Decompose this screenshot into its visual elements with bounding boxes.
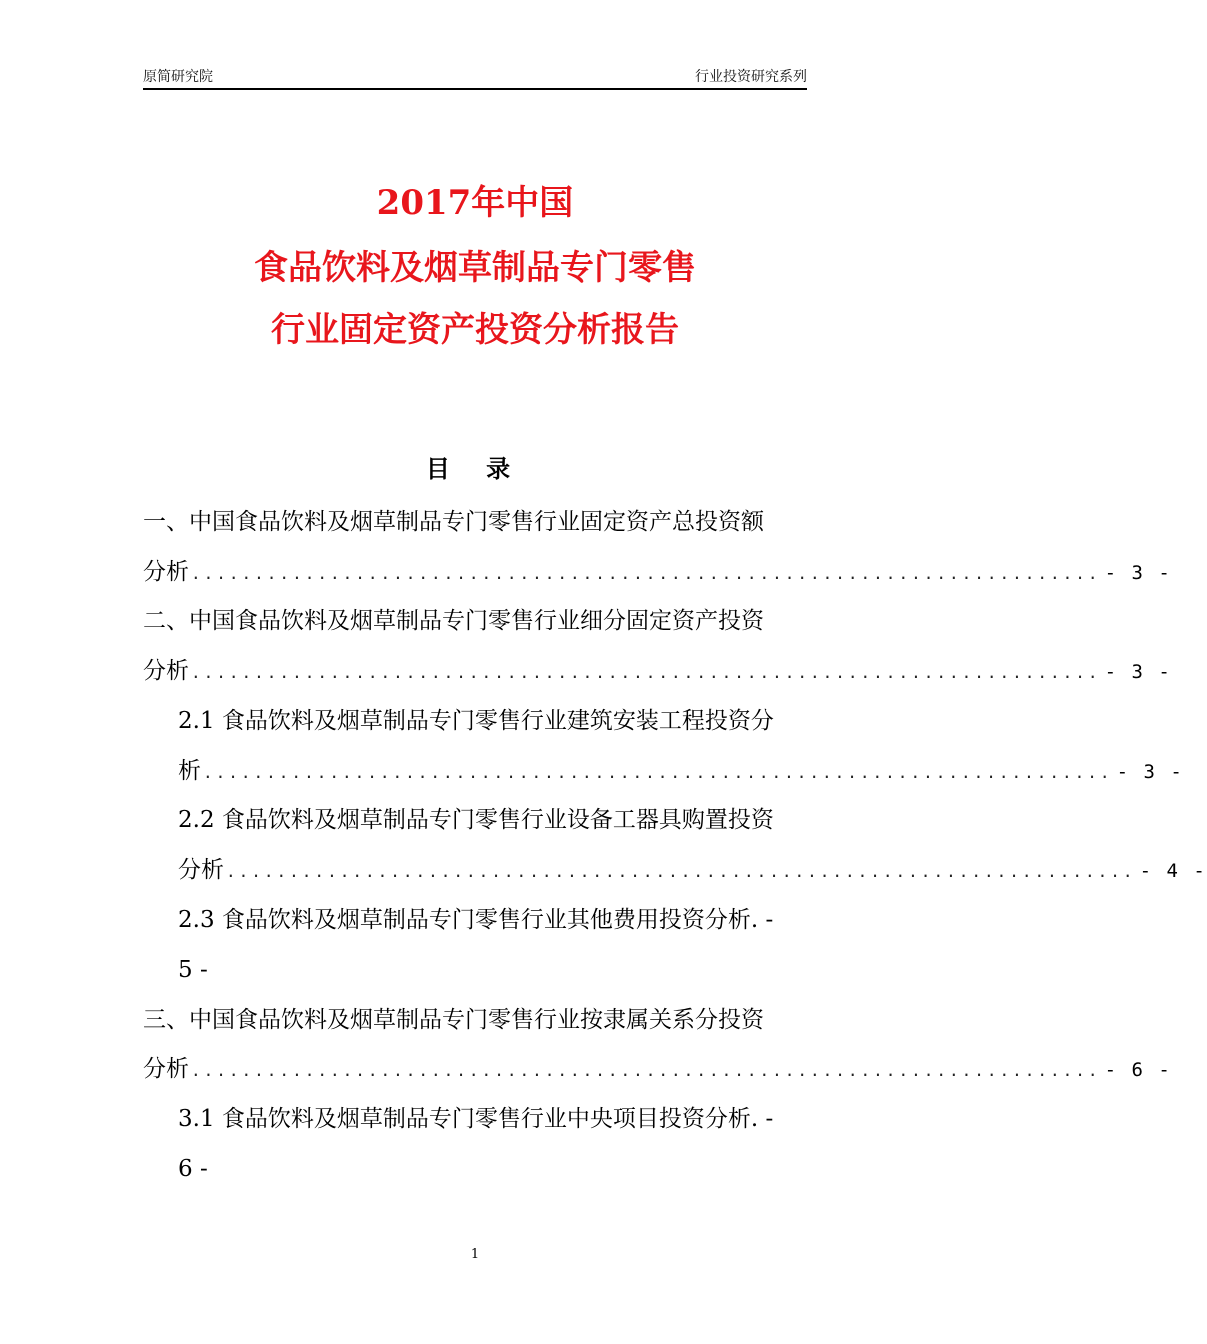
toc-entry-label: 分析 — [143, 559, 189, 585]
toc-page-ref: - 3 - — [1116, 761, 1184, 783]
toc-entry-2-line-2[interactable] — [143, 656, 1172, 688]
header-right-series: 行业投资研究系列 — [695, 69, 807, 85]
toc-page-ref: - 3 - — [1104, 562, 1172, 584]
toc-entry-3-1-line-1[interactable]: 3.1 食品饮料及烟草制品专门零售行业中央项目投资分析. - — [178, 1106, 774, 1132]
toc-entry-2-2-line-1[interactable]: 2.2 食品饮料及烟草制品专门零售行业设备工器具购置投资 — [178, 807, 774, 833]
toc-entry-3-1-line-2[interactable]: 6 - — [178, 1156, 208, 1182]
toc-entry-2-line-1[interactable]: 二、中国食品饮料及烟草制品专门零售行业细分固定资产投资 — [143, 608, 764, 634]
report-title-line-1: 2017年中国 — [376, 183, 574, 223]
report-title-line-3: 行业固定资产投资分析报告 — [271, 310, 679, 350]
report-title-line-2: 食品饮料及烟草制品专门零售 — [254, 248, 696, 288]
toc-page-ref: - 6 - — [1104, 1059, 1172, 1081]
page-number: 1 — [470, 1247, 480, 1262]
toc-entry-1-line-2[interactable] — [143, 557, 1172, 589]
toc-entry-2-3-line-2[interactable]: 5 - — [178, 957, 208, 983]
header-left-org: 原简研究院 — [143, 69, 213, 85]
toc-heading: 目 录 — [425, 454, 525, 483]
toc-entry-label: 析 — [178, 758, 201, 784]
toc-page-ref: - 3 - — [1104, 661, 1172, 683]
toc-entry-3-line-2[interactable] — [143, 1054, 1172, 1086]
toc-entry-label: 分析 — [143, 658, 189, 684]
toc-entry-label: 分析 — [143, 1056, 189, 1082]
toc-entry-label: 分析 — [178, 857, 224, 883]
toc-entry-2-1-line-1[interactable]: 2.1 食品饮料及烟草制品专门零售行业建筑安装工程投资分 — [178, 708, 774, 734]
toc-leader-dots: ........................................................................ — [203, 763, 1113, 782]
toc-page-ref: - 4 - — [1139, 860, 1207, 882]
toc-leader-dots: ........................................................................ — [191, 564, 1101, 583]
toc-leader-dots: ........................................................................ — [191, 1061, 1101, 1080]
header-divider — [143, 88, 807, 90]
toc-entry-3-line-1[interactable]: 三、中国食品饮料及烟草制品专门零售行业按隶属关系分投资 — [143, 1007, 764, 1033]
toc-entry-2-3-line-1[interactable]: 2.3 食品饮料及烟草制品专门零售行业其他费用投资分析. - — [178, 907, 774, 933]
toc-leader-dots: ........................................................................ — [226, 862, 1136, 881]
toc-entry-2-1-line-2[interactable] — [178, 756, 1184, 788]
toc-entry-1-line-1[interactable]: 一、中国食品饮料及烟草制品专门零售行业固定资产总投资额 — [143, 509, 764, 535]
toc-entry-2-2-line-2[interactable] — [178, 855, 1207, 887]
toc-leader-dots: ........................................................................ — [191, 663, 1101, 682]
